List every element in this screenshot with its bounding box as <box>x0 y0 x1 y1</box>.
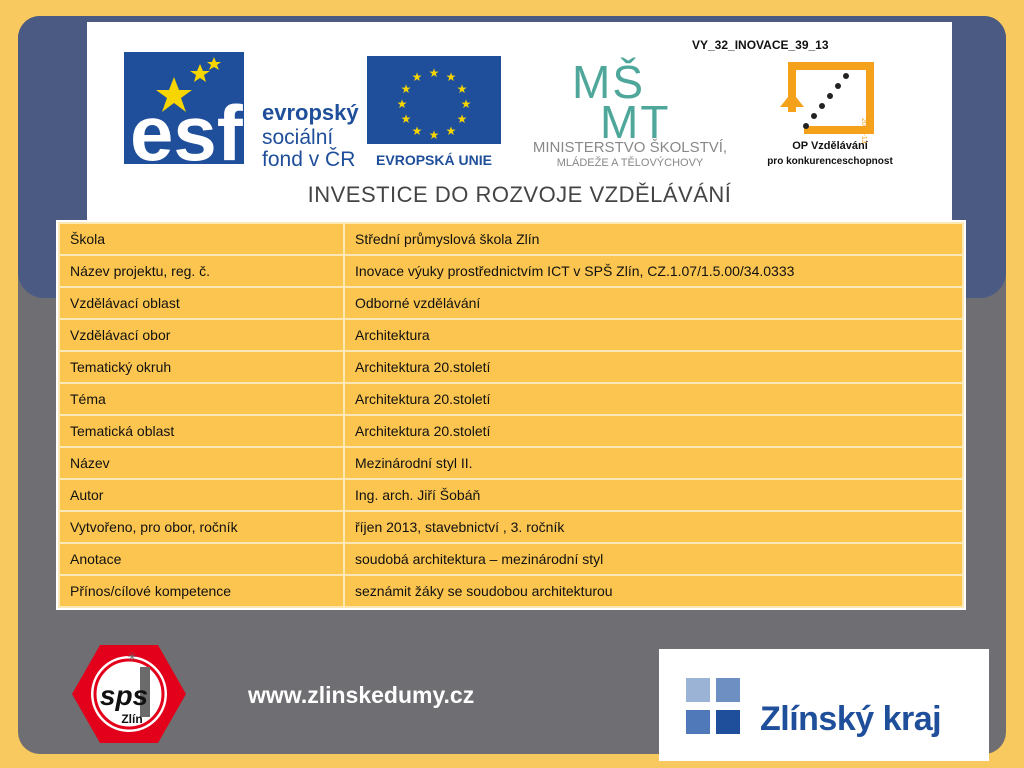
svg-text:★: ★ <box>411 124 423 138</box>
row-value: Mezinárodní styl II. <box>344 447 963 479</box>
svg-text:✳: ✳ <box>126 650 138 664</box>
esf-mark: esf <box>130 89 243 168</box>
document-code: VY_32_INOVACE_39_13 <box>692 38 829 52</box>
row-label: Tematický okruh <box>59 351 344 383</box>
row-value: Střední průmyslová škola Zlín <box>344 223 963 255</box>
svg-text:★: ★ <box>445 70 457 84</box>
row-label: Vzdělávací obor <box>59 319 344 351</box>
esf-line-2: sociální <box>262 126 334 149</box>
table-row <box>59 255 963 287</box>
row-label: Přínos/cílové kompetence <box>59 575 344 607</box>
zlinsky-kraj-label: Zlínský kraj <box>760 700 942 738</box>
esf-line-1: evropský <box>262 100 359 125</box>
svg-text:★: ★ <box>396 97 408 111</box>
op-logo-icon <box>750 52 910 172</box>
zlinsky-kraj-logo-icon <box>686 678 750 742</box>
row-label: Škola <box>59 223 344 255</box>
row-value: Architektura 20.století <box>344 415 963 447</box>
school-logo-text-1: sps <box>99 680 149 711</box>
table-row <box>59 511 963 543</box>
msmt-line-2: MLÁDEŽE A TĚLOVÝCHOVY <box>556 157 704 169</box>
svg-text:★: ★ <box>400 82 412 96</box>
row-label: Tematická oblast <box>59 415 344 447</box>
row-value: Odborné vzdělávání <box>344 287 963 319</box>
row-label: Vzdělávací oblast <box>59 287 344 319</box>
row-label: Název <box>59 447 344 479</box>
op-line-1: OP Vzdělávání <box>792 140 868 152</box>
row-value: soudobá architektura – mezinárodní styl <box>344 543 963 575</box>
row-value: Ing. arch. Jiří Šobáň <box>344 479 963 511</box>
msmt-logo-icon <box>510 50 750 172</box>
website-link[interactable]: www.zlinskedumy.cz <box>248 682 475 708</box>
svg-text:★: ★ <box>456 112 468 126</box>
row-value: Architektura 20.století <box>344 351 963 383</box>
table-row <box>59 543 963 575</box>
esf-line-3: fond v ČR <box>262 148 356 168</box>
svg-text:★: ★ <box>456 82 468 96</box>
msmt-mark-1: MŠ <box>572 56 645 108</box>
spszlin-logo-icon <box>70 643 188 745</box>
op-line-2: pro konkurenceschopnost <box>767 156 893 167</box>
table-row <box>59 287 963 319</box>
svg-text:★: ★ <box>428 128 440 142</box>
row-value: Architektura 20.století <box>344 383 963 415</box>
svg-text:★: ★ <box>411 70 423 84</box>
table-row <box>59 383 963 415</box>
eu-caption: EVROPSKÁ UNIE <box>376 152 492 168</box>
table-row <box>59 223 963 255</box>
school-logo-text-2: Zlín <box>121 712 143 726</box>
row-label: Autor <box>59 479 344 511</box>
esf-logo-icon <box>124 52 364 168</box>
row-value: seznámit žáky se soudobou architekturou <box>344 575 963 607</box>
msmt-line-1: MINISTERSTVO ŠKOLSTVÍ, <box>532 139 728 156</box>
svg-text:★: ★ <box>428 66 440 80</box>
row-value: Inovace výuky prostřednictvím ICT v SPŠ Zlín, CZ.1.07/1.5.00/34.0333 <box>344 255 963 287</box>
table-row <box>59 351 963 383</box>
table-row <box>59 415 963 447</box>
row-label: Název projektu, reg. č. <box>59 255 344 287</box>
table-row <box>59 447 963 479</box>
row-label: Anotace <box>59 543 344 575</box>
investice-heading: INVESTICE DO ROZVOJE VZDĚLÁVÁNÍ <box>307 182 732 207</box>
msmt-mark-2: MT <box>600 96 671 148</box>
table-row <box>59 575 963 607</box>
row-value: Architektura <box>344 319 963 351</box>
info-table <box>58 222 964 608</box>
svg-text:★: ★ <box>460 97 472 111</box>
svg-text:★: ★ <box>445 124 457 138</box>
table-row <box>59 319 963 351</box>
table-row <box>59 479 963 511</box>
svg-text:★: ★ <box>400 112 412 126</box>
row-value: říjen 2013, stavebnictví , 3. ročník <box>344 511 963 543</box>
row-label: Vytvořeno, pro obor, ročník <box>59 511 344 543</box>
eu-flag-icon <box>365 54 505 170</box>
op-years: 2007-13 <box>860 118 867 144</box>
row-label: Téma <box>59 383 344 415</box>
